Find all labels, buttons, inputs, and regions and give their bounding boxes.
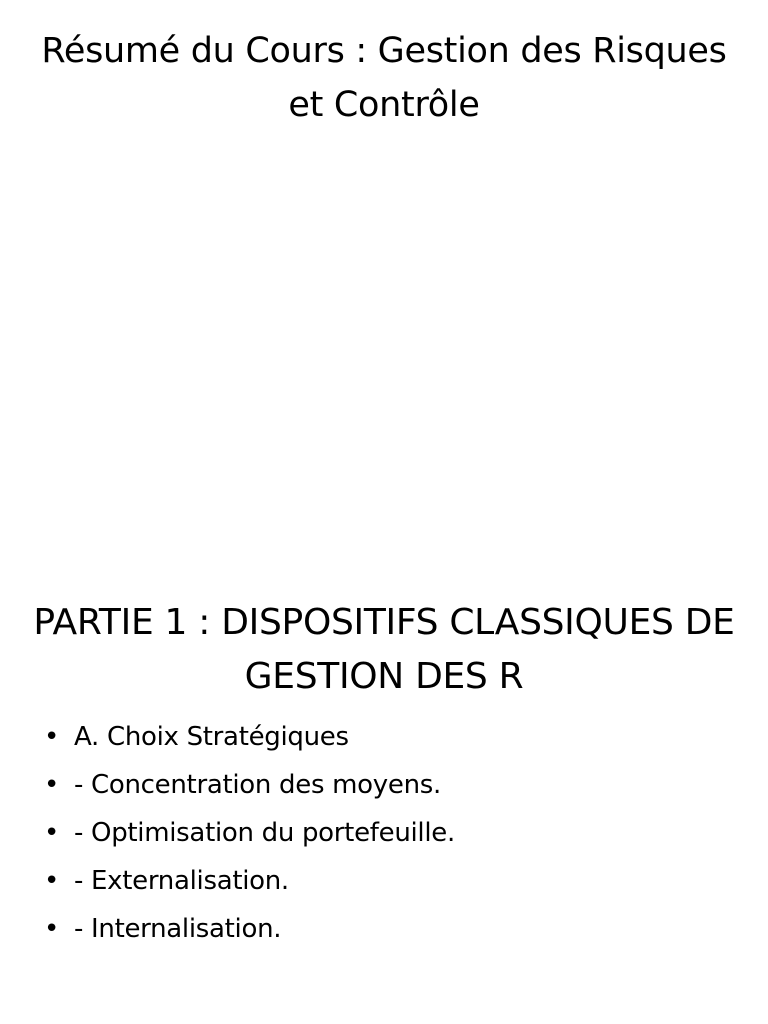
- bullet-item: [44, 857, 724, 905]
- bullet-item: [44, 905, 724, 953]
- bullet-item: [44, 713, 724, 761]
- bullet-text: - Externalisation.: [74, 866, 289, 896]
- slide-1-title: Résumé du Cours : Gestion des Risques et Contrôle: [41, 31, 727, 125]
- bullet-icon: •: [44, 770, 60, 800]
- bullet-text: A. Choix Stratégiques: [74, 722, 349, 752]
- bullet-icon: •: [44, 866, 60, 896]
- bullet-icon: •: [44, 818, 60, 848]
- slide-2: [0, 512, 768, 1024]
- bullet-text: - Concentration des moyens.: [74, 770, 441, 800]
- bullet-list: [44, 713, 724, 953]
- bullet-item: [44, 761, 724, 809]
- bullet-icon: •: [44, 722, 60, 752]
- slide-2-title: PARTIE 1 : DISPOSITIFS CLASSIQUES DE GESTION DES R: [33, 602, 735, 697]
- bullet-icon: •: [44, 914, 60, 944]
- bullet-item: [44, 809, 724, 857]
- bullet-text: - Optimisation du portefeuille.: [74, 818, 455, 848]
- bullet-text: - Internalisation.: [74, 914, 282, 944]
